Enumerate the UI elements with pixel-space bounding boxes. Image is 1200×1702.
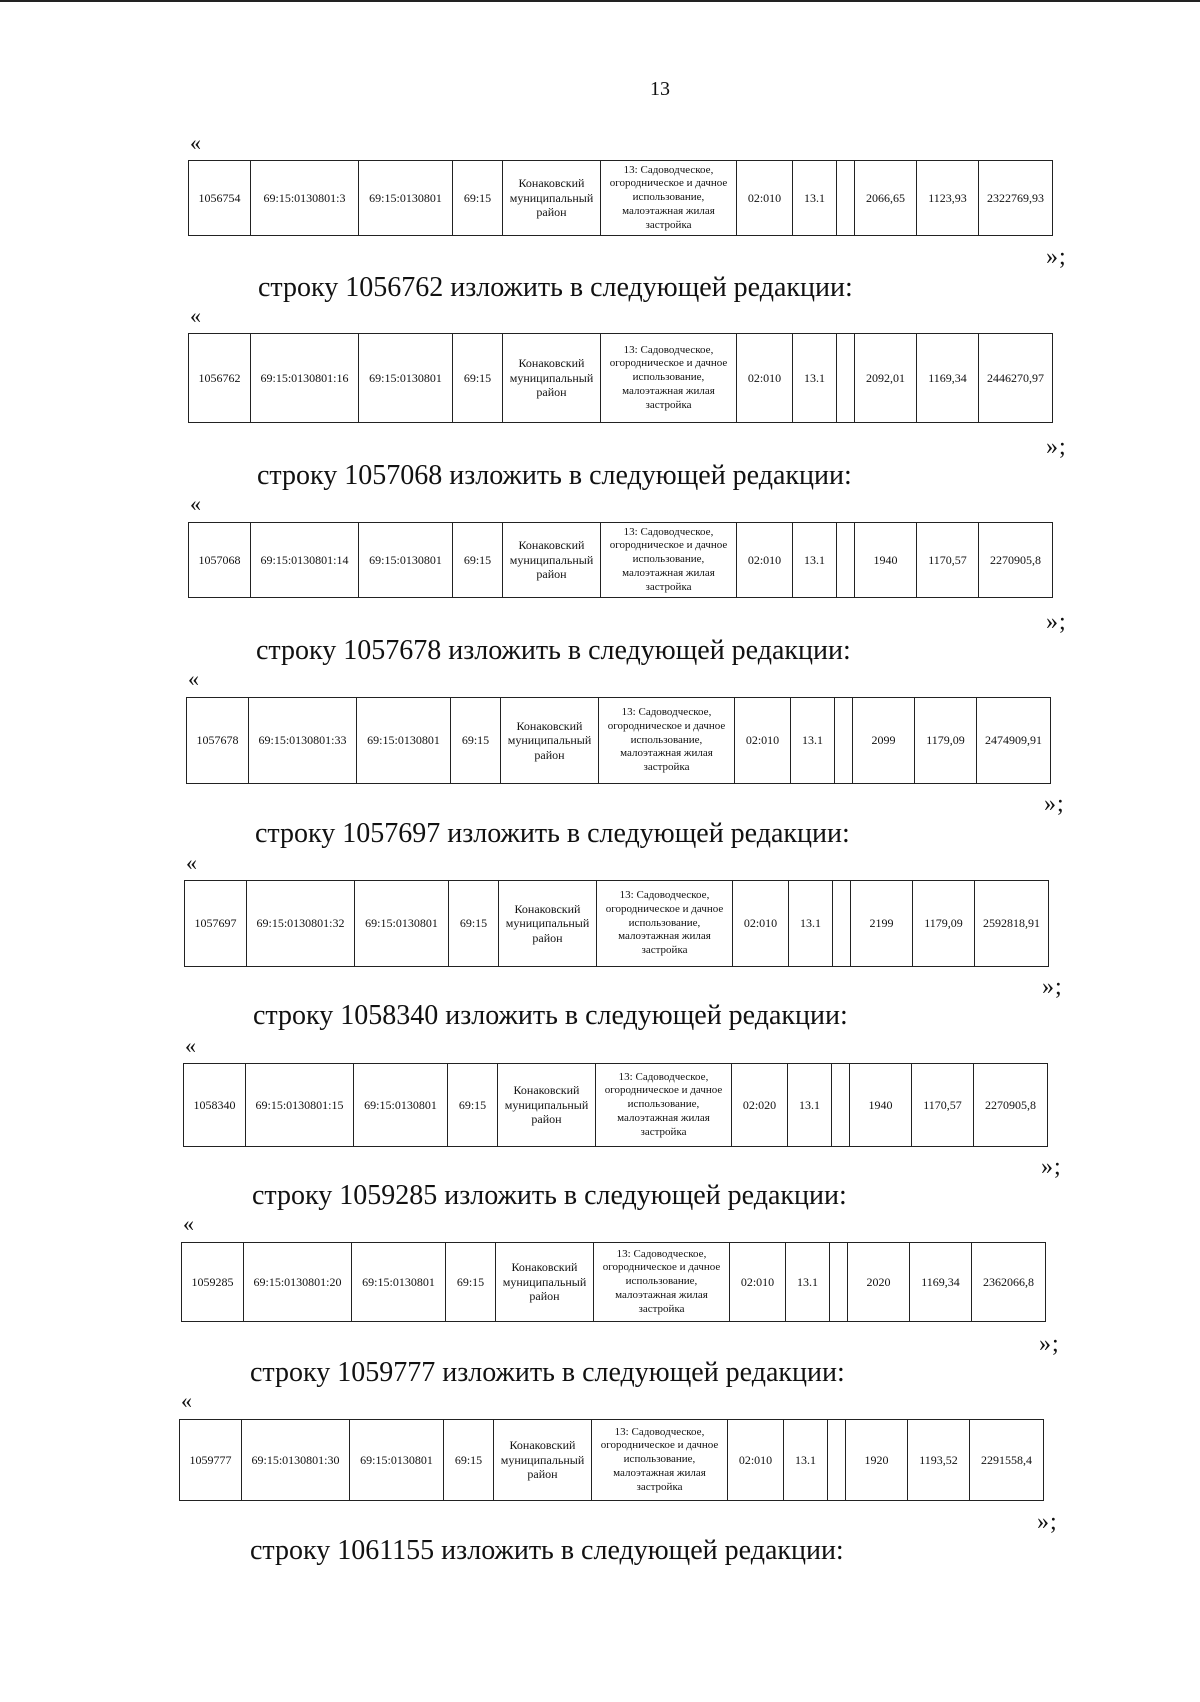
land-plot-row-table <box>188 333 1053 423</box>
cadastral-number-cell: 69:15:0130801:15 <box>246 1064 354 1147</box>
land-use-cell: 13: Садоводческое, огородническое и дачное использование, малоэтажная жилая застройка <box>599 698 735 784</box>
group-cell: 13.1 <box>784 1420 828 1501</box>
value-cell: 2270905,8 <box>979 523 1053 598</box>
district-cell: Конаковский муниципальный район <box>503 334 601 423</box>
cadastral-number-cell: 69:15:0130801:16 <box>251 334 359 423</box>
cadastral-block-cell: 69:15:0130801 <box>357 698 451 784</box>
area-cell: 2099 <box>853 698 915 784</box>
close-quote: »; <box>1039 1331 1060 1357</box>
price-cell: 1169,34 <box>917 334 979 423</box>
close-quote: »; <box>1046 609 1067 635</box>
district-cell: Конаковский муниципальный район <box>503 523 601 598</box>
area-cell: 1920 <box>846 1420 908 1501</box>
district-code-cell: 69:15 <box>453 334 503 423</box>
close-quote: »; <box>1041 1154 1062 1180</box>
amendment-heading: строку 1059777 изложить в следующей редакции: <box>250 1357 845 1388</box>
zone-code-cell: 02:010 <box>737 161 793 236</box>
row-id-cell: 1058340 <box>184 1064 246 1147</box>
table-row <box>182 1243 1046 1322</box>
cadastral-block-cell: 69:15:0130801 <box>359 161 453 236</box>
open-quote: « <box>190 491 201 516</box>
table-row <box>189 161 1053 236</box>
area-cell: 2020 <box>848 1243 910 1322</box>
value-cell: 2592818,91 <box>975 881 1049 967</box>
empty-cell <box>837 161 855 236</box>
empty-cell <box>830 1243 848 1322</box>
area-cell: 2066,65 <box>855 161 917 236</box>
close-quote: »; <box>1042 974 1063 1000</box>
area-cell: 1940 <box>850 1064 912 1147</box>
district-code-cell: 69:15 <box>453 161 503 236</box>
district-cell: Конаковский муниципальный район <box>501 698 599 784</box>
amendment-heading: строку 1058340 изложить в следующей редакции: <box>253 1000 848 1031</box>
land-plot-row-table <box>188 522 1053 598</box>
price-cell: 1170,57 <box>917 523 979 598</box>
row-id-cell: 1057068 <box>189 523 251 598</box>
district-code-cell: 69:15 <box>453 523 503 598</box>
land-plot-row-table <box>179 1419 1044 1501</box>
price-cell: 1123,93 <box>917 161 979 236</box>
table-row <box>184 1064 1048 1147</box>
row-id-cell: 1057697 <box>185 881 247 967</box>
amendment-heading: строку 1057697 изложить в следующей редакции: <box>255 818 850 849</box>
amendment-heading: строку 1057678 изложить в следующей редакции: <box>256 635 851 666</box>
zone-code-cell: 02:010 <box>730 1243 786 1322</box>
district-code-cell: 69:15 <box>451 698 501 784</box>
land-use-cell: 13: Садоводческое, огородническое и дачное использование, малоэтажная жилая застройка <box>601 161 737 236</box>
open-quote: « <box>190 130 201 155</box>
land-plot-row-table <box>183 1063 1048 1147</box>
row-id-cell: 1057678 <box>187 698 249 784</box>
district-cell: Конаковский муниципальный район <box>503 161 601 236</box>
close-quote: »; <box>1046 434 1067 460</box>
group-cell: 13.1 <box>793 334 837 423</box>
zone-code-cell: 02:020 <box>732 1064 788 1147</box>
cadastral-block-cell: 69:15:0130801 <box>359 334 453 423</box>
land-use-cell: 13: Садоводческое, огородническое и дачное использование, малоэтажная жилая застройка <box>601 334 737 423</box>
table-row <box>185 881 1049 967</box>
empty-cell <box>833 881 851 967</box>
amendment-heading: строку 1056762 изложить в следующей редакции: <box>258 272 853 303</box>
district-code-cell: 69:15 <box>444 1420 494 1501</box>
land-plot-row-table <box>184 880 1049 967</box>
cadastral-number-cell: 69:15:0130801:32 <box>247 881 355 967</box>
value-cell: 2270905,8 <box>974 1064 1048 1147</box>
value-cell: 2474909,91 <box>977 698 1051 784</box>
row-id-cell: 1056762 <box>189 334 251 423</box>
cadastral-number-cell: 69:15:0130801:14 <box>251 523 359 598</box>
page-number: 13 <box>650 78 670 100</box>
group-cell: 13.1 <box>786 1243 830 1322</box>
price-cell: 1193,52 <box>908 1420 970 1501</box>
district-code-cell: 69:15 <box>449 881 499 967</box>
row-id-cell: 1059777 <box>180 1420 242 1501</box>
cadastral-block-cell: 69:15:0130801 <box>350 1420 444 1501</box>
row-id-cell: 1056754 <box>189 161 251 236</box>
zone-code-cell: 02:010 <box>735 698 791 784</box>
price-cell: 1169,34 <box>910 1243 972 1322</box>
area-cell: 2199 <box>851 881 913 967</box>
row-id-cell: 1059285 <box>182 1243 244 1322</box>
district-code-cell: 69:15 <box>446 1243 496 1322</box>
open-quote: « <box>181 1388 192 1413</box>
price-cell: 1170,57 <box>912 1064 974 1147</box>
cadastral-number-cell: 69:15:0130801:3 <box>251 161 359 236</box>
land-use-cell: 13: Садоводческое, огородническое и дачное использование, малоэтажная жилая застройка <box>594 1243 730 1322</box>
cadastral-block-cell: 69:15:0130801 <box>352 1243 446 1322</box>
group-cell: 13.1 <box>791 698 835 784</box>
open-quote: « <box>183 1211 194 1236</box>
district-code-cell: 69:15 <box>448 1064 498 1147</box>
empty-cell <box>835 698 853 784</box>
land-plot-row-table <box>188 160 1053 236</box>
land-use-cell: 13: Садоводческое, огородническое и дачное использование, малоэтажная жилая застройка <box>596 1064 732 1147</box>
empty-cell <box>828 1420 846 1501</box>
table-row <box>187 698 1051 784</box>
close-quote: »; <box>1044 791 1065 817</box>
cadastral-block-cell: 69:15:0130801 <box>354 1064 448 1147</box>
zone-code-cell: 02:010 <box>737 334 793 423</box>
close-quote: »; <box>1037 1509 1058 1535</box>
group-cell: 13.1 <box>793 161 837 236</box>
group-cell: 13.1 <box>788 1064 832 1147</box>
land-use-cell: 13: Садоводческое, огородническое и дачное использование, малоэтажная жилая застройка <box>592 1420 728 1501</box>
open-quote: « <box>186 850 197 875</box>
table-row <box>189 523 1053 598</box>
close-quote: »; <box>1046 244 1067 270</box>
zone-code-cell: 02:010 <box>728 1420 784 1501</box>
cadastral-block-cell: 69:15:0130801 <box>359 523 453 598</box>
cadastral-block-cell: 69:15:0130801 <box>355 881 449 967</box>
amendment-heading: строку 1059285 изложить в следующей редакции: <box>252 1180 847 1211</box>
cadastral-number-cell: 69:15:0130801:30 <box>242 1420 350 1501</box>
area-cell: 2092,01 <box>855 334 917 423</box>
land-plot-row-table <box>181 1242 1046 1322</box>
scan-top-edge <box>0 0 1200 2</box>
district-cell: Конаковский муниципальный район <box>499 881 597 967</box>
final-amendment-heading: строку 1061155 изложить в следующей редакции: <box>250 1535 844 1566</box>
zone-code-cell: 02:010 <box>737 523 793 598</box>
land-use-cell: 13: Садоводческое, огородническое и дачное использование, малоэтажная жилая застройка <box>601 523 737 598</box>
price-cell: 1179,09 <box>913 881 975 967</box>
value-cell: 2291558,4 <box>970 1420 1044 1501</box>
zone-code-cell: 02:010 <box>733 881 789 967</box>
value-cell: 2362066,8 <box>972 1243 1046 1322</box>
cadastral-number-cell: 69:15:0130801:33 <box>249 698 357 784</box>
table-row <box>189 334 1053 423</box>
price-cell: 1179,09 <box>915 698 977 784</box>
open-quote: « <box>188 666 199 691</box>
land-use-cell: 13: Садоводческое, огородническое и дачное использование, малоэтажная жилая застройка <box>597 881 733 967</box>
value-cell: 2446270,97 <box>979 334 1053 423</box>
empty-cell <box>832 1064 850 1147</box>
district-cell: Конаковский муниципальный район <box>496 1243 594 1322</box>
empty-cell <box>837 523 855 598</box>
empty-cell <box>837 334 855 423</box>
area-cell: 1940 <box>855 523 917 598</box>
district-cell: Конаковский муниципальный район <box>494 1420 592 1501</box>
open-quote: « <box>190 303 201 328</box>
open-quote: « <box>185 1033 196 1058</box>
group-cell: 13.1 <box>789 881 833 967</box>
value-cell: 2322769,93 <box>979 161 1053 236</box>
group-cell: 13.1 <box>793 523 837 598</box>
district-cell: Конаковский муниципальный район <box>498 1064 596 1147</box>
table-row <box>180 1420 1044 1501</box>
land-plot-row-table <box>186 697 1051 784</box>
cadastral-number-cell: 69:15:0130801:20 <box>244 1243 352 1322</box>
amendment-heading: строку 1057068 изложить в следующей редакции: <box>257 460 852 491</box>
